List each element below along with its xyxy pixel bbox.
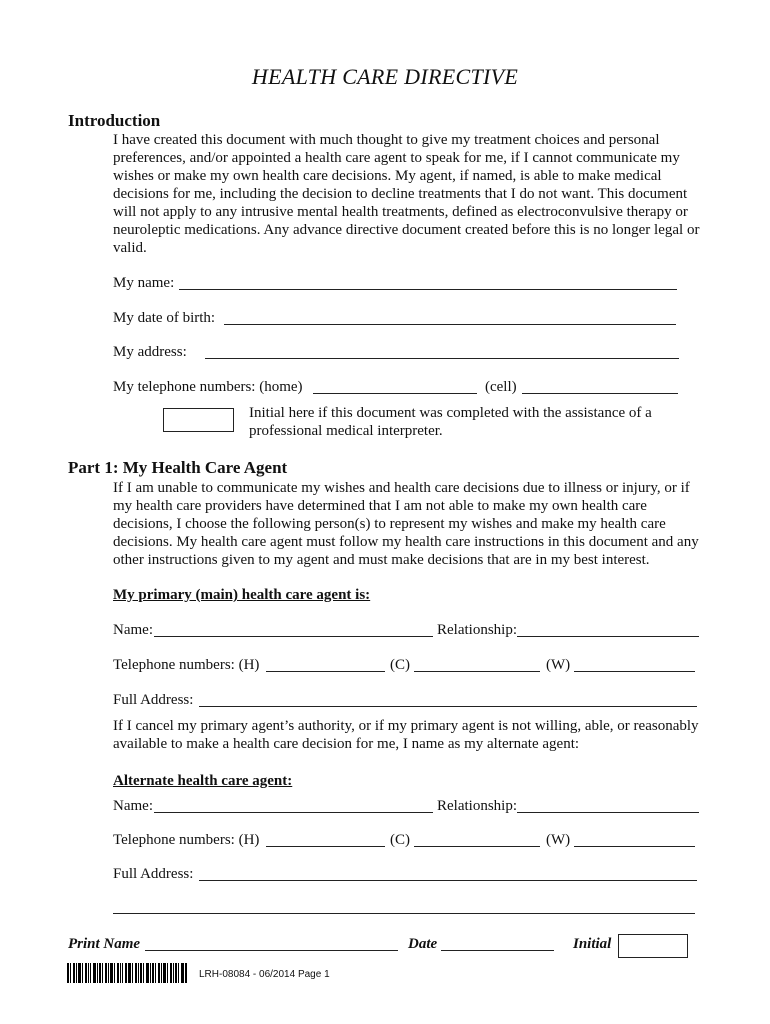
home-phone-label: My telephone numbers: (home)	[113, 379, 303, 395]
alternate-intro-text: If I cancel my primary agent’s authority, or if my primary agent is not willing, able, or reasonably available to make a health care decision for me, I name as my alternate agent:	[113, 718, 699, 752]
alternate-phone-h-field[interactable]	[266, 846, 385, 847]
part1-heading: Part 1: My Health Care Agent	[68, 458, 288, 477]
alternate-address-label: Full Address:	[113, 866, 194, 882]
primary-phone-h-field[interactable]	[266, 671, 385, 672]
alternate-name-label: Name:	[113, 798, 153, 814]
alternate-address-line-2[interactable]	[113, 913, 695, 914]
part1-paragraph: If I am unable to communicate my wishes and health care decisions due to illness or injury, or if my health care providers have determined that I am not able to make my own health care decisions, I choose the following person(s) to represent my wishes and make my health care decisions. My health care agent must follow my health care instructions in this document and any other instructions given to my agent and must make decisions that are in my best interest.	[113, 480, 699, 568]
primary-address-label: Full Address:	[113, 692, 194, 708]
primary-address-field[interactable]	[199, 706, 697, 707]
primary-relationship-field[interactable]	[517, 636, 699, 637]
alternate-phone-w-field[interactable]	[574, 846, 695, 847]
primary-phone-c-field[interactable]	[414, 671, 540, 672]
primary-name-field[interactable]	[154, 636, 433, 637]
alternate-name-field[interactable]	[154, 812, 433, 813]
primary-phone-w-label: (W)	[546, 657, 571, 673]
cell-phone-field[interactable]	[522, 393, 678, 394]
form-code: LRH-08084 - 06/2014 Page 1	[199, 969, 330, 980]
dob-field[interactable]	[224, 324, 676, 325]
dob-label: My date of birth:	[113, 310, 216, 326]
home-phone-field[interactable]	[313, 393, 477, 394]
alternate-phone-w-label: (W)	[546, 832, 571, 848]
primary-phone-w-field[interactable]	[574, 671, 695, 672]
initial-box[interactable]	[618, 934, 688, 958]
initial-label: Initial	[573, 936, 612, 952]
barcode	[67, 963, 187, 983]
alternate-relationship-label: Relationship:	[437, 798, 517, 814]
document-title: HEALTH CARE DIRECTIVE	[251, 64, 519, 89]
date-field[interactable]	[441, 950, 554, 951]
cell-phone-label: (cell)	[485, 379, 517, 395]
my-name-label: My name:	[113, 275, 175, 291]
alternate-address-field[interactable]	[199, 880, 697, 881]
alternate-agent-heading: Alternate health care agent:	[113, 773, 293, 789]
alternate-phone-c-label: (C)	[390, 832, 410, 848]
date-label: Date	[408, 936, 438, 952]
intro-paragraph: I have created this document with much thought to give my treatment choices and personal preferences, and/or appointed a health care agent to speak for me, if I cannot communicate my wishes or make my own health care decisions. My agent, if named, is able to make medical decisions for me, including the decision to decline treatments that I do not want. This document will not apply to any intrusive mental health treatments, defined as electroconvulsive therapy or neuroleptic medications. Any advance directive document created before this is no longer legal or valid.	[113, 132, 700, 256]
print-name-label: Print Name	[68, 936, 141, 952]
address-label: My address:	[113, 344, 187, 360]
barcode-graphic	[67, 963, 187, 983]
alternate-relationship-field[interactable]	[517, 812, 699, 813]
address-field[interactable]	[205, 358, 679, 359]
interpreter-text: Initial here if this document was completed with the assistance of a professional medical interpreter.	[249, 405, 652, 439]
primary-phone-c-label: (C)	[390, 657, 410, 673]
alternate-phone-c-field[interactable]	[414, 846, 540, 847]
primary-phone-h-label: Telephone numbers: (H)	[113, 657, 260, 673]
alternate-phone-h-label: Telephone numbers: (H)	[113, 832, 260, 848]
print-name-field[interactable]	[145, 950, 398, 951]
primary-relationship-label: Relationship:	[437, 622, 517, 638]
primary-name-label: Name:	[113, 622, 153, 638]
intro-heading: Introduction	[68, 111, 161, 130]
my-name-field[interactable]	[179, 289, 677, 290]
primary-agent-heading: My primary (main) health care agent is:	[113, 587, 371, 603]
interpreter-initial-box[interactable]	[163, 408, 234, 432]
